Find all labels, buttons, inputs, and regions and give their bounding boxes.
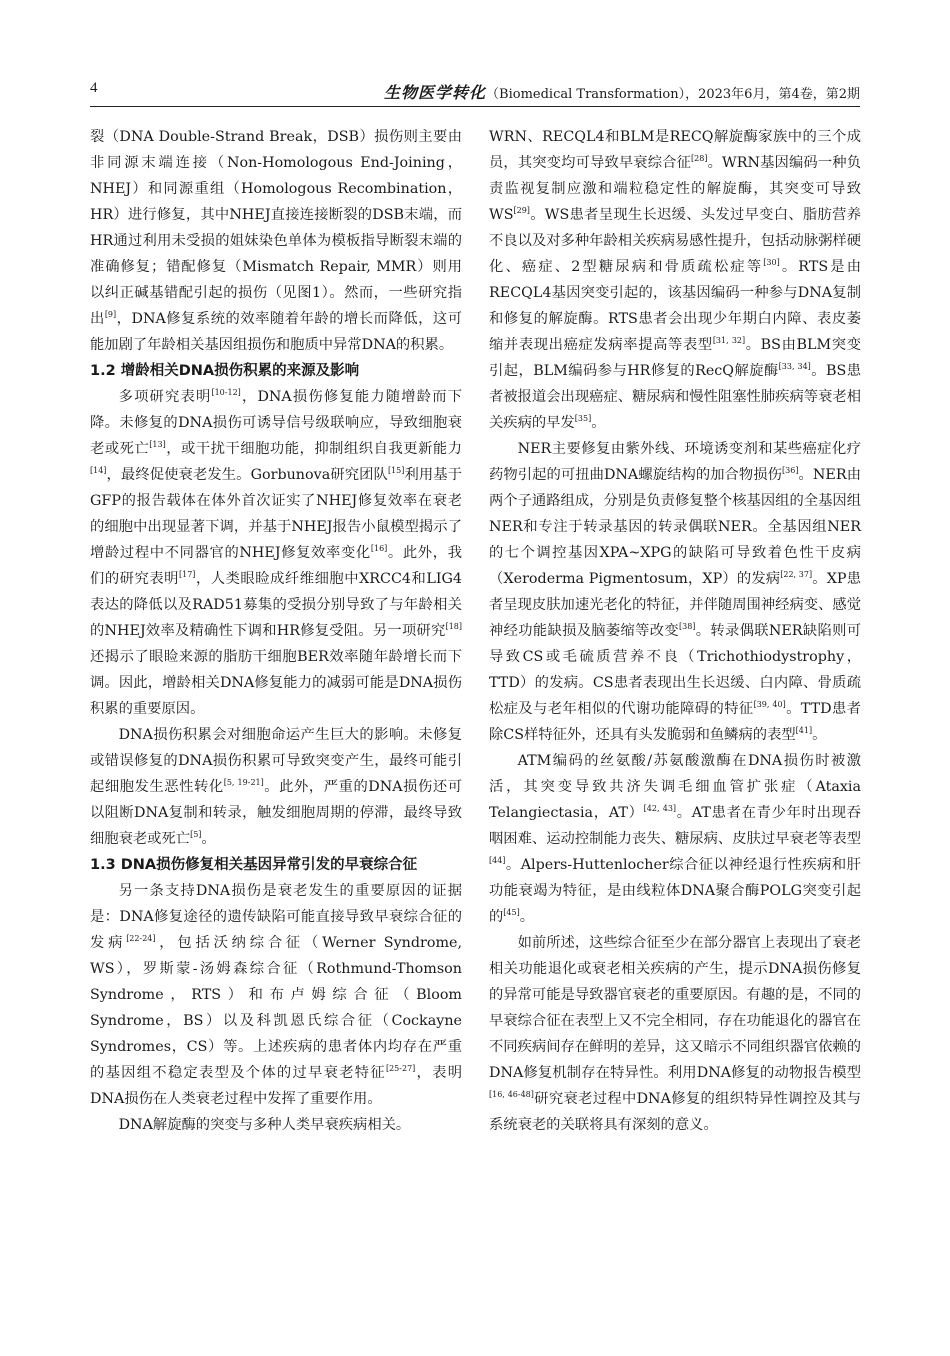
- citation-ref: [16]: [370, 544, 388, 554]
- page-number: 4: [90, 80, 98, 96]
- citation-ref: [25-27]: [385, 1064, 416, 1074]
- paragraph: WRN、RECQL4和BLM是RECQ解旋酶家族中的三个成员，其突变均可导致早衰综合征[28]。WRN基因编码一种负责监视复制应激和端粒稳定性的解旋酶，其突变可导致WS[29]。WS患者呈现生长迟缓、头发过早变白、脂肪营养不良以及对多种年龄相关疾病易感性提升，包括动脉粥样硬化、癌症、2型糖尿病和骨质疏松症等[30]。RTS是由RECQL4基因突变引起的，该基因编码一种参与DNA复制和修复的解旋酶。RTS患者会出现少年期白内障、表皮萎缩并表现出癌症发病率提高等表型[31, 32]。BS由BLM突变引起，BLM编码参与HR修复的RecQ解旋酶[33, 34]。BS患者被报道会出现癌症、糖尿病和慢性阻塞性肺疾病等衰老相关疾病的早发[35]。: [489, 129, 862, 431]
- citation-ref: [17]: [178, 570, 196, 580]
- paragraph: ATM编码的丝氨酸/苏氨酸激酶在DNA损伤时被激活，其突变导致共济失调毛细血管扩张症（Ataxia Telangiectasia，AT）[42, 43]。AT患者在青少年时出现吞咽困难、运动控制能力丧失、糖尿病、皮肤过早衰老等表型[44]。Alpers-Huttenlocher综合征以神经退行性疾病和肝功能衰竭为特征，是由线粒体DNA聚合酶POLG突变引起的[45]。: [489, 753, 862, 925]
- citation-ref: [13]: [149, 440, 166, 450]
- journal-issue: （Biomedical Transformation），2023年6月，第4卷，第2期: [486, 87, 860, 102]
- citation-ref: [28]: [691, 154, 708, 164]
- citation-ref: [5, 19-21]: [223, 778, 264, 788]
- citation-ref: [42, 43]: [643, 804, 677, 814]
- paragraph: DNA解旋酶的突变与多种人类早衰疾病相关。: [118, 1117, 411, 1133]
- citation-ref: [16, 46-48]: [489, 1090, 534, 1100]
- citation-ref: [22, 37]: [780, 570, 813, 580]
- paragraph: 裂（DNA Double-Strand Break，DSB）损伤则主要由非同源末端连接（Non-Homologous End-Joining，NHEJ）和同源重组（Homologous Recombination，HR）进行修复，其中NHEJ直接连接断裂的DSB末端，而HR通过利用未受损的姐妹染色单体为模板指导断裂末端的准确修复；错配修复（Mismatch Repair, MMR）则用以纠正碱基错配引起的损伤（见图1）。然而，一些研究指出[9]，DNA修复系统的效率随着年龄的增长而降低，这可能加剧了年龄相关基因组损伤和胞质中异常DNA的积累。: [90, 129, 462, 353]
- citation-ref: [30]: [763, 258, 780, 268]
- citation-ref: [10-12]: [211, 388, 241, 398]
- right-column: [489, 124, 861, 1138]
- citation-ref: [33, 34]: [778, 362, 811, 372]
- citation-ref: [31, 32]: [712, 336, 746, 346]
- paragraph: DNA损伤积累会对细胞命运产生巨大的影响。未修复或错误修复的DNA损伤积累可导致突变产生，最终可能引起细胞发生恶性转化[5, 19-21]。此外，严重的DNA损伤还可以阻断DNA复制和转录，触发细胞周期的停滞，最终导致细胞衰老或死亡[5]。: [90, 727, 463, 847]
- section-heading-1-3: 1.3 DNA损伤修复相关基因异常引发的早衰综合征: [90, 857, 418, 873]
- citation-ref: [5]: [190, 830, 202, 840]
- paragraph: 如前所述，这些综合征至少在部分器官上表现出了衰老相关功能退化或衰老相关疾病的产生，提示DNA损伤修复的异常可能是导致器官衰老的重要原因。有趣的是，不同的早衰综合征在表型上又不完全相同，存在功能退化的器官在不同疾病间存在鲜明的差异，这又暗示不同组织器官依赖的DNA修复机制存在特异性。利用DNA修复的动物报告模型[16, 46-48]研究衰老过程中DNA修复的组织特异性调控及其与系统衰老的关联将具有深刻的意义。: [489, 935, 861, 1133]
- paragraph: 另一条支持DNA损伤是衰老发生的重要原因的证据是：DNA修复途径的遗传缺陷可能直接导致早衰综合征的发病[22-24]，包括沃纳综合征（Werner Syndrome, WS），罗斯蒙-汤姆森综合征（Rothmund-Thomson Syndrome，RTS）和布卢姆综合征（Bloom Syndrome，BS）以及科凯恩氏综合征（Cockayne Syndromes，CS）等。上述疾病的患者体内均存在严重的基因组不稳定表型及个体的过早衰老特征[25-27]，表明DNA损伤在人类衰老过程中发挥了重要作用。: [90, 883, 463, 1107]
- journal-name: 生物医学转化: [384, 83, 487, 102]
- citation-ref: [41]: [795, 726, 813, 736]
- page-header: [90, 76, 860, 107]
- citation-ref: [38]: [679, 622, 696, 632]
- citation-ref: [18]: [445, 622, 462, 632]
- left-column: [90, 124, 462, 1138]
- citation-ref: [44]: [489, 856, 506, 866]
- paragraph: NER主要修复由紫外线、环境诱变剂和某些癌症化疗药物引起的可扭曲DNA螺旋结构的加合物损伤[36]。NER由两个子通路组成，分别是负责修复整个核基因组的全基因组NER和专注于转录基因的转录偶联NER。全基因组NER的七个调控基因XPA~XPG的缺陷可导致着色性干皮病（Xeroderma Pigmentosum，XP）的发病[22, 37]。XP患者呈现皮肤加速光老化的特征，并伴随周围神经病变、感觉神经功能缺损及脑萎缩等改变[38]。转录偶联NER缺陷则可导致CS或毛硫质营养不良（Trichothiodystrophy，TTD）的发病。CS患者表现出生长迟缓、白内障、骨质疏松症及与老年相似的代谢功能障碍的特征[39, 40]。TTD患者除CS样特征外，还具有头发脆弱和鱼鳞病的表型[41]。: [489, 441, 861, 743]
- journal-citation: [384, 80, 860, 103]
- citation-ref: [45]: [503, 908, 520, 918]
- citation-ref: [39, 40]: [753, 700, 786, 710]
- citation-ref: [29]: [513, 206, 530, 216]
- paragraph: 多项研究表明[10-12]，DNA损伤修复能力随增龄而下降。未修复的DNA损伤可诱导信号级联响应，导致细胞衰老或死亡[13]，或干扰干细胞功能，抑制组织自我更新能力[14]，最终促使衰老发生。Gorbunova研究团队[15]利用基于GFP的报告载体在体外首次证实了NHEJ修复效率在衰老的细胞中出现显著下调，并基于NHEJ报告小鼠模型揭示了增龄过程中不同器官的NHEJ修复效率变化[16]。此外，我们的研究表明[17]，人类眼睑成纤维细胞中XRCC4和LIG4表达的降低以及RAD51募集的受损分别导致了与年龄相关的NHEJ效率及精确性下调和HR修复受阻。另一项研究[18]还揭示了眼睑来源的脂肪干细胞BER效率随年龄增长而下调。因此，增龄相关DNA修复能力的减弱可能是DNA损伤积累的重要原因。: [90, 388, 463, 717]
- citation-ref: [9]: [104, 310, 117, 320]
- citation-ref: [36]: [782, 466, 799, 476]
- citation-ref: [15]: [387, 466, 405, 476]
- citation-ref: [35]: [574, 414, 592, 424]
- section-heading-1-2: 1.2 增龄相关DNA损伤积累的来源及影响: [90, 363, 360, 379]
- citation-ref: [14]: [90, 466, 107, 476]
- citation-ref: [22-24]: [126, 934, 156, 944]
